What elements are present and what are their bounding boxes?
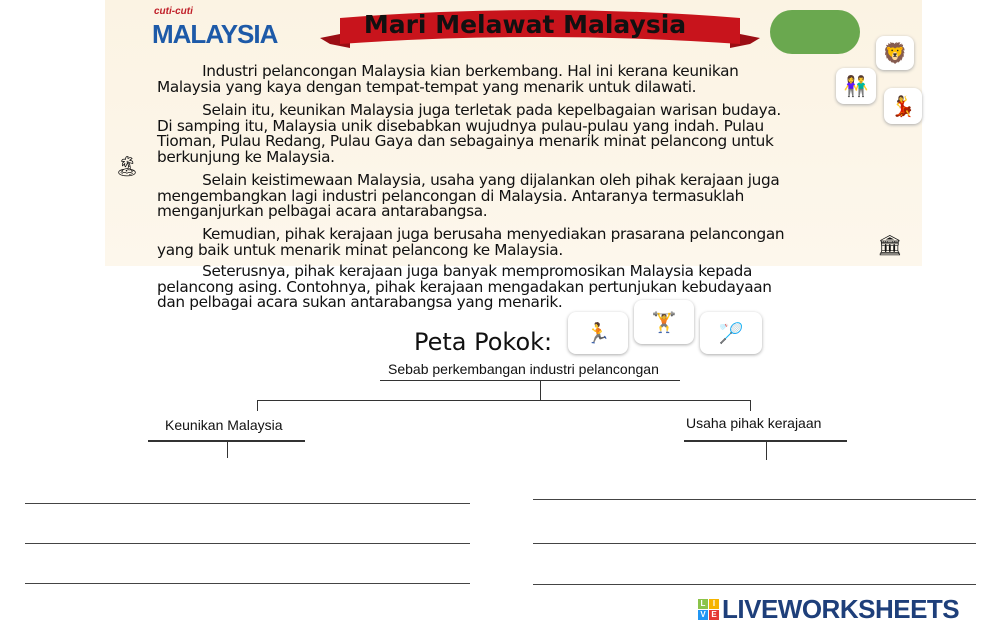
text-line: dan pelbagai acara sukan antarabangsa yang menarik. xyxy=(157,293,563,311)
badge-letter: L xyxy=(698,599,708,609)
tree-connector xyxy=(766,440,767,460)
root-underline xyxy=(380,380,680,381)
logo-small-text: cuti-cuti xyxy=(154,6,193,17)
tree-connector xyxy=(750,400,751,411)
badge-letter: V xyxy=(698,610,708,620)
text-line: berkunjung ke Malaysia. xyxy=(157,147,335,166)
paragraph-3 xyxy=(157,173,877,220)
page-title: Mari Melawat Malaysia xyxy=(363,10,687,39)
dancer-icon: 💃 xyxy=(884,88,922,124)
text-line: Industri pelancongan Malaysia kian berkembang. Hal ini kerana keunikan xyxy=(157,62,739,80)
text-line: Tioman, Pulau Redang, Pulau Gaya dan sebagainya menarik minat pelancong untuk xyxy=(157,132,774,150)
paragraph-5 xyxy=(157,264,877,311)
answer-left-1[interactable] xyxy=(25,483,470,504)
lion-dance-icon: 🦁 xyxy=(876,36,914,70)
answer-right-1[interactable] xyxy=(533,479,976,500)
paragraph-1 xyxy=(157,64,877,95)
paragraph-4 xyxy=(157,227,877,258)
badge-letter: I xyxy=(709,599,719,609)
building-icon: 🏛 xyxy=(877,234,903,257)
text-line: menganjurkan pelbagai acara antarabangsa. xyxy=(157,202,488,220)
brand-text: LIVEWORKSHEETS xyxy=(722,594,960,624)
answer-right-2[interactable] xyxy=(533,523,976,544)
text-line: yang baik untuk menarik minat pelancong ke Malaysia. xyxy=(157,240,563,259)
sports-icon-1: 🏃 xyxy=(568,312,628,354)
tree-root-label: Sebab perkembangan industri pelancongan xyxy=(388,361,659,377)
text-line: Malaysia yang kaya dengan tempat-tempat yang menarik untuk dilawati. xyxy=(157,77,697,96)
logo-main-text: MALAYSIA xyxy=(152,19,278,49)
tree-heading: Peta Pokok: xyxy=(414,328,553,356)
island-icon: 🏝 xyxy=(114,155,140,178)
text-line: pelancong asing. Contohnya, pihak kerajaan mengadakan pertunjukan kebudayaan xyxy=(157,277,772,296)
cuti-cuti-malaysia-logo xyxy=(152,6,278,49)
text-line: Seterusnya, pihak kerajaan juga banyak mempromosikan Malaysia kepada xyxy=(157,262,752,280)
text-line: mengembangkan lagi industri pelancongan di Malaysia. Antaranya termasuklah xyxy=(157,186,744,205)
text-line: Di samping itu, Malaysia unik disebabkan wujudnya pulau-pulau yang indah. Pulau xyxy=(157,116,764,135)
tree-branch xyxy=(257,400,751,401)
paragraph-2 xyxy=(157,103,877,165)
liveworksheets-logo xyxy=(698,594,959,625)
text-line: Kemudian, pihak kerajaan juga berusaha menyediakan prasarana pelancongan xyxy=(157,225,785,243)
trees-illustration xyxy=(770,10,860,54)
live-badge-icon xyxy=(698,599,719,620)
tree-left-label: Keunikan Malaysia xyxy=(165,417,283,433)
tree-connector xyxy=(540,380,541,400)
answer-right-3[interactable] xyxy=(533,564,976,585)
sports-icon-2: 🏋 xyxy=(634,300,694,344)
text-line: Selain keistimewaan Malaysia, usaha yang dijalankan oleh pihak kerajaan juga xyxy=(157,171,780,189)
answer-left-3[interactable] xyxy=(25,563,470,584)
text-line: Selain itu, keunikan Malaysia juga terletak pada kepelbagaian warisan budaya. xyxy=(157,101,781,119)
tree-right-label: Usaha pihak kerajaan xyxy=(686,415,822,431)
answer-left-2[interactable] xyxy=(25,523,470,544)
tree-connector xyxy=(257,400,258,411)
traditional-costume-icon: 👫 xyxy=(836,68,876,104)
badge-letter: E xyxy=(709,610,719,620)
sports-icon-3: 🏸 xyxy=(700,312,762,354)
tree-connector xyxy=(227,440,228,458)
